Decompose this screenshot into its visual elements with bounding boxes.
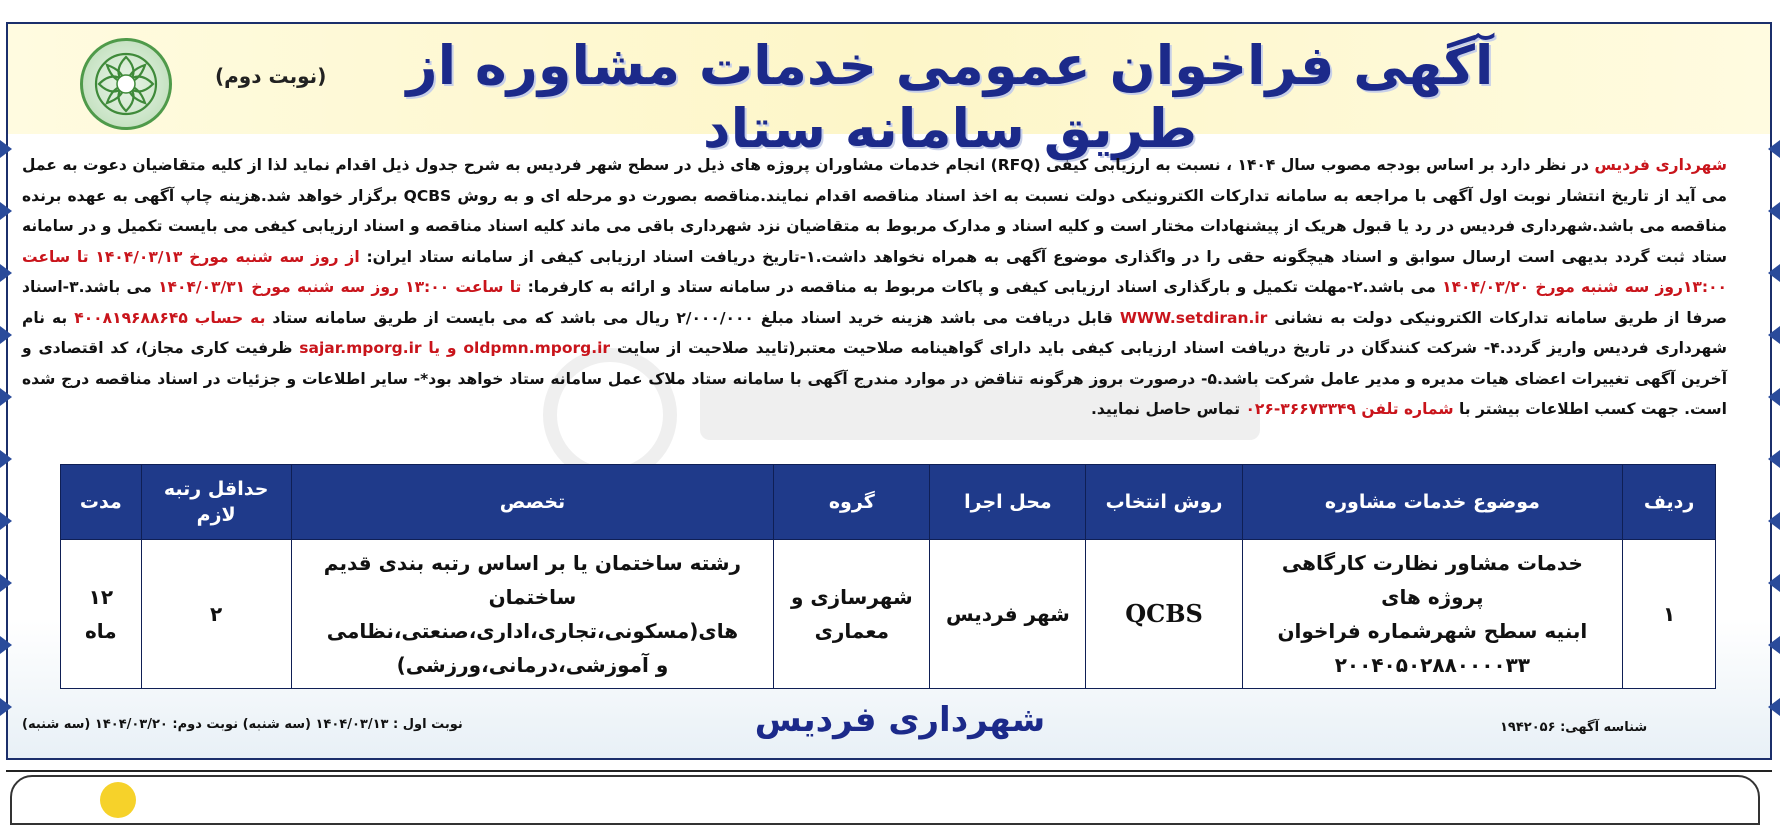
right-border-decoration — [1766, 140, 1780, 740]
docs-date-range: از روز سه شنبه مورخ ۱۴۰۴/۰۳/۱۳ تا ساعت ۱۳:۰۰روز سه شنبه مورخ ۱۴۰۴/۰۳/۲۰ — [22, 247, 1728, 296]
group-line-2: معماری — [814, 619, 890, 643]
org-name: شهرداری فردیس — [1594, 156, 1727, 174]
border-wedge — [1768, 264, 1780, 282]
group-line-1: شهرسازی و — [790, 585, 913, 609]
logo-emblem — [91, 49, 161, 119]
body-paragraph-5: به نام شهرداری فردیس واریز گردد.۴- شرکت کنندگان در تاریخ دریافت اسناد ارزیابی کیفی باید دارای گواهینامه صلاحیت معتبر(تایید صلاحیت از سایت — [22, 308, 1727, 357]
body-paragraph-2: می باشد.۲-مهلت تکمیل و بارگذاری اسناد ارزیابی کیفی و پاکات مربوط به مناقصه در سامانه ستاد و ارائه به کارفرما: — [521, 278, 1443, 296]
next-ad-frame — [10, 775, 1760, 825]
border-wedge — [1768, 512, 1780, 530]
specialty-line-1: رشته ساختمان یا بر اساس رتبه بندی قدیم — [323, 551, 742, 575]
border-wedge — [0, 140, 12, 158]
body-paragraph-3: می باشد.۳-اسناد صرفا از طریق سامانه تدارکات الکترونیکی دولت به نشانی — [22, 278, 1728, 327]
left-border-decoration — [0, 140, 14, 740]
ad-body-text — [22, 150, 1727, 425]
body-paragraph-1: در نظر دارد بر اساس بودجه مصوب سال ۱۴۰۴ ، نسبت به ارزیابی کیفی (RFQ) انجام خدمات مشاوران پروژه های ذیل در سطح شهر فردیس به شرح جدول ذیل اقدام نماید لذا از کلیه متقاضیان دعوت به عمل می آید از تاریخ انتشار نوبت اول آگهی با مراجعه به سامانه تدارکات الکترونیکی دولت نسبت به اخذ اسناد مناقصه اقدام نمایند.مناقصه بصورت دو مرحله ای و به روش QCBS برگزار خواهد شد.هزینه چاپ آگهی به عهده برنده مناقصه می باشد.شهرداری فردیس در رد یا قبول هریک از پیشنهادات مختار است و کلیه اسناد و مدارک مربوط به متقاضیان نزد شهرداری باقی می ماند کلیه اسناد مناقصه و اسناد ارزیابی کیفی می بایست تکمیل و در سامانه ستاد ثبت گردد بدیهی است ارسال سوابق و اسناد هیچگونه حقی را در واگذاری موضوع آگهی به همراه نخواهد داشت.۱-تاریخ دریافت اسناد ارزیابی کیفی از سامانه ستاد ایران: — [22, 156, 1728, 266]
ad-id: شناسه آگهی: ۱۹۴۲۰۵۶ — [1500, 720, 1648, 735]
border-wedge — [1768, 140, 1780, 158]
border-wedge — [0, 202, 12, 220]
border-wedge — [1768, 202, 1780, 220]
border-wedge — [1768, 574, 1780, 592]
cell-location: شهر فردیس — [930, 540, 1086, 689]
cell-subject — [1242, 540, 1623, 689]
border-wedge — [0, 388, 12, 406]
cell-index: ۱ — [1623, 540, 1716, 689]
col-min-rank: حداقل رتبه لازم — [141, 465, 291, 540]
table-header-row — [61, 465, 1716, 540]
cell-min-rank: ۲ — [141, 540, 291, 689]
sajar-link[interactable]: sajar.mporg.ir — [299, 339, 422, 357]
col-group: گروه — [774, 465, 930, 540]
publish-dates: نوبت اول : ۱۴۰۴/۰۳/۱۳ (سه شنبه) نوبت دوم: ۱۴۰۴/۰۳/۲۰ (سه شنبه) — [22, 717, 463, 732]
call-number: ۲۰۰۴۰۵۰۲۸۸۰۰۰۰۳۳ — [1334, 653, 1531, 677]
oldpmn-link[interactable]: oldpmn.mporg.ir — [463, 339, 611, 357]
setadiran-link[interactable]: WWW.setdiran.ir — [1119, 308, 1268, 327]
cell-group — [774, 540, 930, 689]
specialty-line-2: ساختمان های(مسکونی،تجاری،اداری،صنعتی،نظامی — [326, 585, 739, 643]
border-wedge — [0, 450, 12, 468]
services-table — [60, 464, 1716, 689]
round-note: (نوبت دوم) — [215, 64, 327, 88]
border-wedge — [0, 264, 12, 282]
table-row — [61, 540, 1716, 689]
specialty-line-3: و آموزشی،درمانی،ورزشی) — [396, 653, 669, 677]
footer-org-name: شهرداری فردیس — [754, 700, 1046, 740]
or-connector: و یا — [421, 339, 464, 357]
cell-method: QCBS — [1086, 540, 1242, 689]
body-paragraph-4: قابل دریافت می باشد هزینه خرید اسناد مبلغ ۲/۰۰۰/۰۰۰ ریال می باشد که می بایست از طریق سامانه ستاد — [265, 308, 1120, 327]
border-wedge — [1768, 326, 1780, 344]
col-method: روش انتخاب — [1086, 465, 1242, 540]
duration-unit: ماه — [84, 619, 117, 643]
fardis-municipality-logo-icon — [80, 38, 172, 130]
border-wedge — [0, 574, 12, 592]
subject-line-2: ابنیه سطح شهرشماره فراخوان — [1277, 619, 1588, 643]
border-wedge — [1768, 636, 1780, 654]
sun-icon — [100, 782, 136, 818]
border-wedge — [0, 326, 12, 344]
col-index: ردیف — [1623, 465, 1716, 540]
col-subject: موضوع خدمات مشاوره — [1242, 465, 1623, 540]
deadline-date: تا ساعت ۱۳:۰۰ روز سه شنبه مورخ ۱۴۰۴/۰۳/۳۱ — [158, 278, 522, 296]
col-duration: مدت — [61, 465, 142, 540]
cell-duration — [61, 540, 142, 689]
subject-line-1: خدمات مشاور نظارت کارگاهی پروژه های — [1281, 551, 1583, 609]
col-specialty: تخصص — [291, 465, 774, 540]
border-wedge — [0, 512, 12, 530]
duration-number: ۱۲ — [88, 585, 114, 609]
body-paragraph-8: تماس حاصل نمایید. — [1091, 400, 1246, 418]
phone-number: شماره تلفن ۳۶۶۷۳۳۴۹-۰۲۶ — [1245, 400, 1454, 418]
account-number: به حساب ۴۰۰۸۱۹۶۸۸۶۴۵ — [74, 308, 266, 327]
border-wedge — [0, 636, 12, 654]
col-location: محل اجرا — [930, 465, 1086, 540]
border-wedge — [1768, 698, 1780, 716]
ad-title: آگهی فراخوان عمومی خدمات مشاوره از طریق سامانه ستاد — [406, 34, 1494, 160]
border-wedge — [1768, 450, 1780, 468]
body-paragraph-7: ظرفیت کاری مجاز)، کد اقتصادی و آخرین آگهی تغییرات اعضای هیات مدیره و مدیر عامل شرکت باشد.۵- درصورت بروز هرگونه تناقض در موارد مندرج آگهی با سامانه ستاد ملاک عمل سامانه ستاد خواهد بود*- سایر اطلاعات و جزئیات در اسناد مناقصه درج شده است. جهت کسب اطلاعات بیشتر با — [22, 339, 1728, 418]
border-wedge — [1768, 388, 1780, 406]
cell-specialty — [291, 540, 774, 689]
border-wedge — [0, 698, 12, 716]
